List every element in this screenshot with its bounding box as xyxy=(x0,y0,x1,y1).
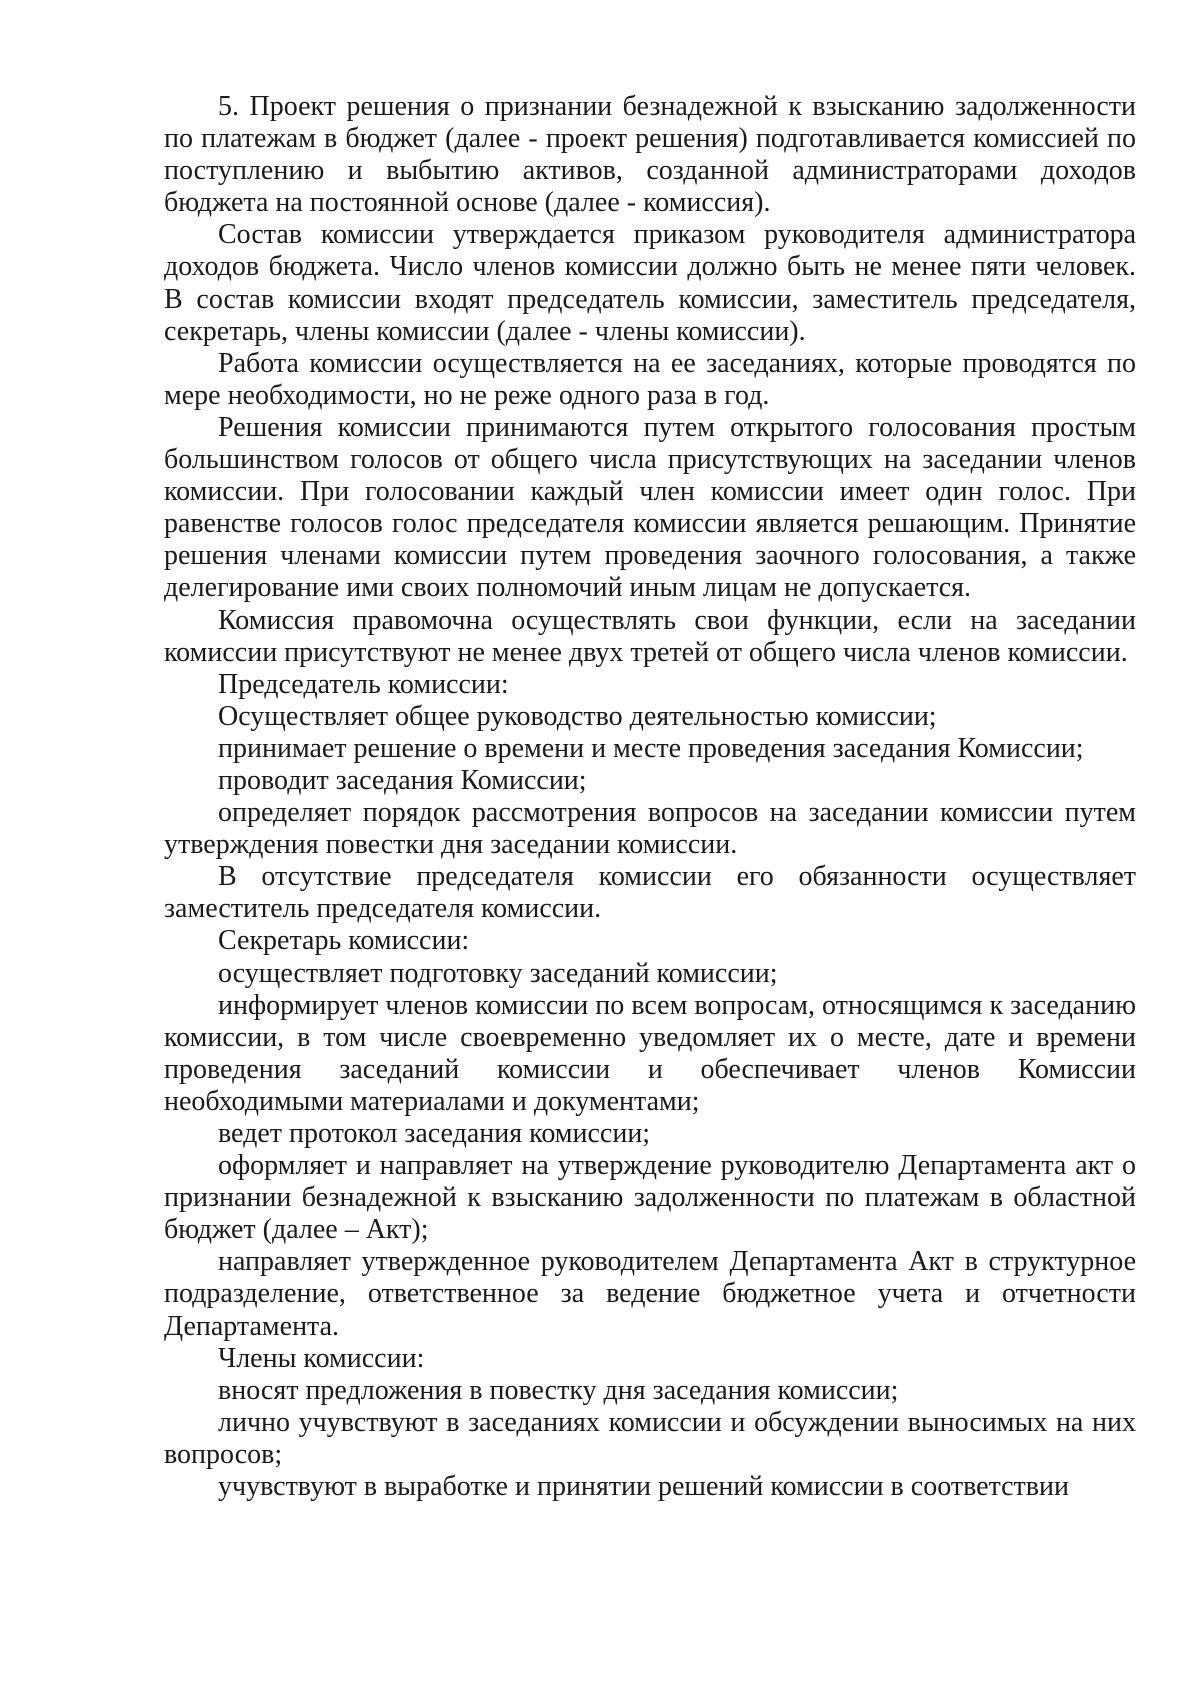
paragraph-secretary-duty-1: осуществляет подготовку заседаний комиссии; xyxy=(218,957,778,989)
paragraph-deputy-chairman: В отсутствие председателя комиссии его обязанности осуществляет заместитель председателя комиссии. xyxy=(164,861,1136,925)
paragraph-chairman-duty-3: проводит заседания Комиссии; xyxy=(218,764,587,796)
paragraph-commission-voting: Решения комиссии принимаются путем открытого голосования простым большинством голосов от общего числа присутствующих на заседании членов комиссии. При голосовании каждый член комиссии имеет один голос. При равенстве голосов голос председателя комиссии является решающим. Принятие решения членами комиссии путем проведения заочного голосования, а также делегирование ими своих полномочий иным лицам не допускается. xyxy=(164,411,1136,604)
paragraph-chairman-duty-1: Осуществляет общее руководство деятельностью комиссии; xyxy=(218,700,937,732)
paragraph-commission-draft-decision: 5. Проект решения о признании безнадежной к взысканию задолженности по платежам в бюджет (далее - проект решения) подготавливается комиссией по поступлению и выбытию активов, созданной администраторами доходов бюджета на постоянной основе (далее - комиссия). xyxy=(164,91,1136,219)
paragraph-chairman-duty-4: определяет порядок рассмотрения вопросов на заседании комиссии путем утверждения повестки дня заседании комиссии. xyxy=(164,797,1136,861)
paragraph-secretary-duty-3: ведет протокол заседания комиссии; xyxy=(218,1118,651,1149)
paragraph-chairman-duty-2: принимает решение о времени и месте проведения заседания Комиссии; xyxy=(218,732,1084,764)
paragraph-members-duty-1: вносят предложения в повестку дня заседания комиссии; xyxy=(218,1374,899,1406)
document-body xyxy=(164,91,1136,1503)
paragraph-secretary-heading: Секретарь комиссии: xyxy=(218,925,470,957)
paragraph-secretary-duty-5: направляет утвержденное руководителем Департамента Акт в структурное подразделение, ответственное за ведение бюджетное учета и отчетности Департамента. xyxy=(164,1246,1136,1342)
paragraph-commission-meetings: Работа комиссии осуществляется на ее заседаниях, которые проводятся по мере необходимости, но не реже одного раза в год. xyxy=(164,347,1136,411)
paragraph-commission-quorum: Комиссия правомочна осуществлять свои функции, если на заседании комиссии присутствуют не менее двух третей от общего числа членов комиссии. xyxy=(164,604,1136,668)
paragraph-secretary-duty-2: информирует членов комиссии по всем вопросам, относящимся к заседанию комиссии, в том числе своевременно уведомляет их о месте, дате и времени проведения заседаний комиссии и обеспечивает членов Комиссии необходимыми материалами и документами; xyxy=(164,989,1136,1117)
paragraph-members-duty-3: учувствуют в выработке и принятии решений комиссии в соответствии xyxy=(218,1471,1069,1503)
paragraph-secretary-duty-4: оформляет и направляет на утверждение руководителю Департамента акт о признании безнадежной к взысканию задолженности по платежам в областной бюджет (далее – Акт); xyxy=(164,1150,1136,1246)
paragraph-members-heading: Члены комиссии: xyxy=(218,1342,425,1374)
paragraph-members-duty-2: лично учувствуют в заседаниях комиссии и обсуждении выносимых на них вопросов; xyxy=(164,1406,1136,1470)
paragraph-commission-composition: Состав комиссии утверждается приказом руководителя администратора доходов бюджета. Число членов комиссии должно быть не менее пяти человек. В состав комиссии входят председатель комиссии, заместитель председателя, секретарь, члены комиссии (далее - члены комиссии). xyxy=(164,219,1136,347)
paragraph-chairman-heading: Председатель комиссии: xyxy=(218,668,509,700)
